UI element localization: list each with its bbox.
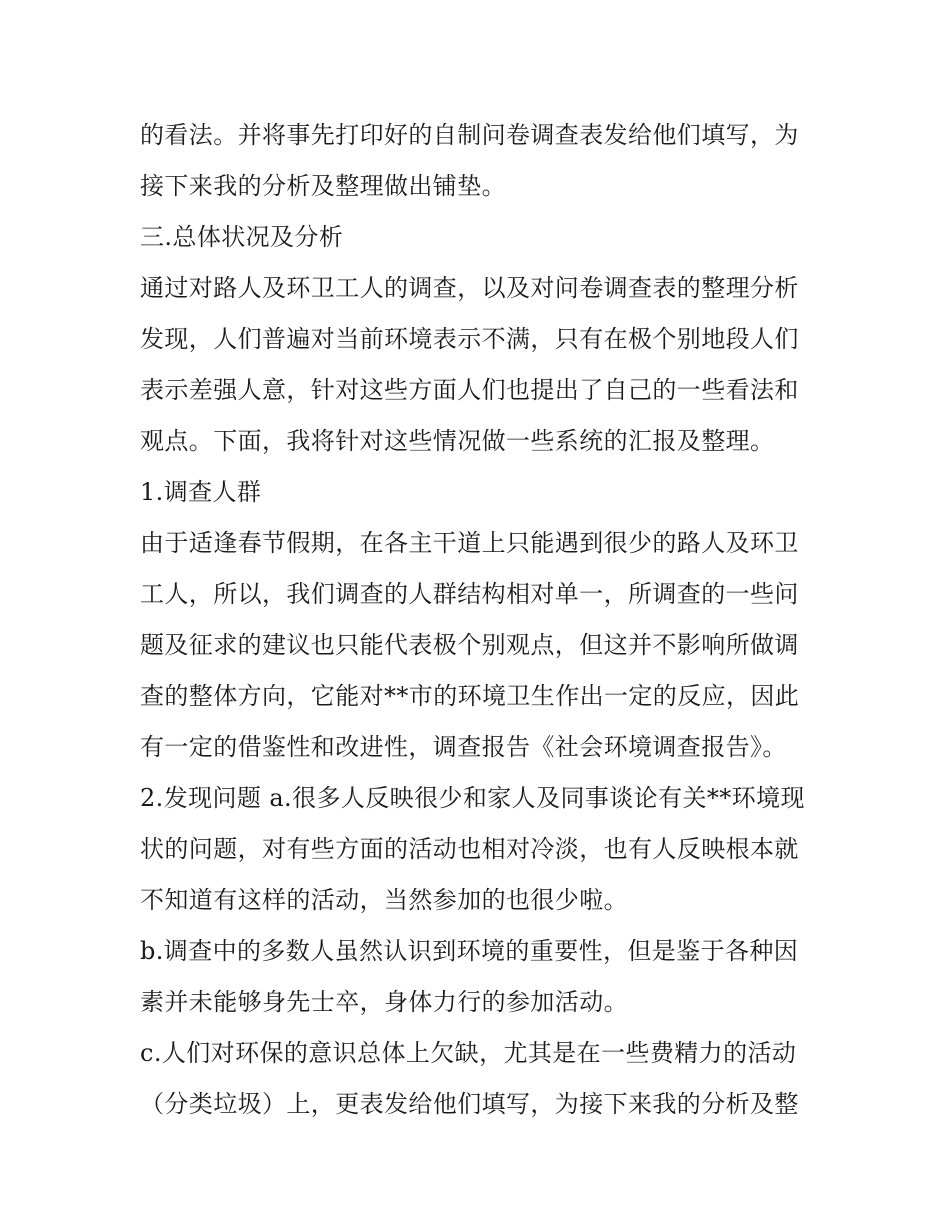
text-line: b.调查中的多数人虽然认识到环境的重要性，但是鉴于各种因 [140, 937, 799, 965]
text-line: 表示差强人意，针对这些方面人们也提出了自己的一些看法和 [140, 376, 799, 404]
text-line: 2.发现问题 a.很多人反映很少和家人及同事谈论有关**环境现 [140, 784, 805, 812]
text-line: 素并未能够身先士卒，身体力行的参加活动。 [140, 988, 628, 1016]
text-line: 不知道有这样的活动，当然参加的也很少啦。 [140, 886, 628, 914]
text-line: 工人，所以，我们调查的人群结构相对单一，所调查的一些问 [140, 580, 799, 608]
subsection-heading: 1.调查人群 [140, 478, 262, 506]
text-line: 有一定的借鉴性和改进性，调查报告《社会环境调查报告》。 [140, 733, 787, 761]
text-line: 发现，人们普遍对当前环境表示不满，只有在极个别地段人们 [140, 325, 799, 353]
text-line: 题及征求的建议也只能代表极个别观点，但这并不影响所做调 [140, 631, 799, 659]
text-line: 由于适逢春节假期，在各主干道上只能遇到很少的路人及环卫 [140, 529, 799, 557]
text-line: 状的问题，对有些方面的活动也相对冷淡，也有人反映根本就 [140, 835, 799, 863]
text-line: 观点。下面，我将针对这些情况做一些系统的汇报及整理。 [140, 427, 775, 455]
document-body [140, 110, 820, 1130]
text-line: 的看法。并将事先打印好的自制问卷调查表发给他们填写，为 [140, 121, 799, 149]
text-line: 查的整体方向，它能对**市的环境卫生作出一定的反应，因此 [140, 682, 800, 710]
text-line: 通过对路人及环卫工人的调查，以及对问卷调查表的整理分析 [140, 274, 799, 302]
text-line: （分类垃圾）上，更表发给他们填写，为接下来我的分析及整 [140, 1090, 799, 1118]
section-heading: 三.总体状况及分析 [140, 223, 344, 251]
text-line: c.人们对环保的意识总体上欠缺，尤其是在一些费精力的活动 [140, 1039, 797, 1067]
text-line: 接下来我的分析及整理做出铺垫。 [140, 172, 506, 200]
